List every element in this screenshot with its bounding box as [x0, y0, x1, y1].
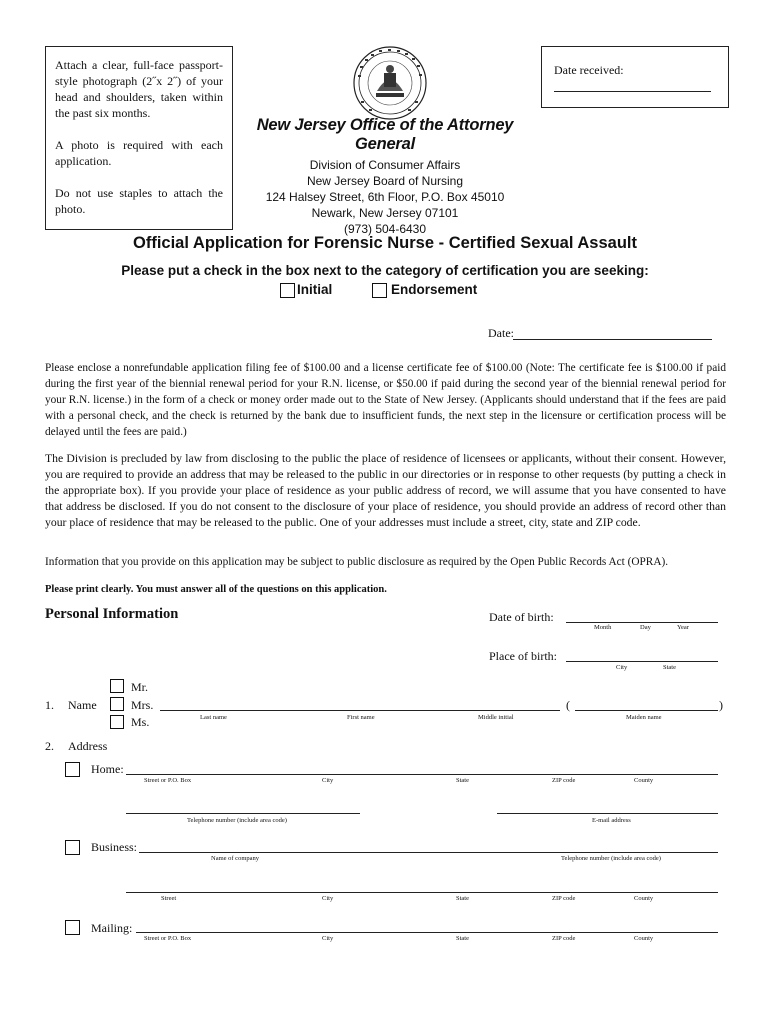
home-state-caption: State [456, 777, 469, 784]
mrs-label: Mrs. [131, 698, 154, 712]
fee-paragraph: Please enclose a nonrefundable application filing fee of $100.00 and a license certificate fee of $100.00 (Note: The certificate fee is $100.00 if paid during the first year of the biennial renewal period for your R.N. license, or $50.00 if paid during the second year of the biennial renewal period for your R.N. license.) in the form of a check or money order made out to the State of New Jersey. (Applicants should understand that if the fees are paid with a personal check, and the check is returned by the bank due to insufficient funds, the next step in the licensure or certification process will be delayed until the fees are paid.) [45, 362, 726, 438]
business-company-caption: Name of company [211, 855, 260, 862]
name-label: Name [68, 698, 97, 712]
home-email-caption: E-mail address [592, 817, 631, 824]
personal-information-heading: Personal Information [45, 606, 179, 622]
business-telephone-caption: Telephone number (include area code) [561, 855, 661, 862]
print-clearly-note: Please print clearly. You must answer all of the questions on this application. [45, 584, 387, 595]
mr-checkbox[interactable] [110, 679, 124, 693]
business-state-caption: State [456, 895, 469, 902]
home-address-field[interactable] [126, 761, 718, 775]
dob-label: Date of birth: [489, 610, 554, 624]
maiden-name-caption: Maiden name [626, 714, 662, 721]
mailing-label: Mailing: [91, 921, 133, 935]
first-name-caption: First name [347, 714, 375, 721]
pob-field[interactable] [566, 648, 718, 662]
home-street-caption: Street or P.O. Box [144, 777, 192, 784]
middle-initial-caption: Middle initial [478, 714, 514, 721]
initial-checkbox[interactable] [280, 283, 295, 298]
dob-day-caption: Day [640, 624, 651, 631]
home-telephone-field[interactable] [126, 800, 360, 814]
date-received-box [541, 46, 729, 108]
state-seal-icon [351, 45, 429, 121]
business-address-field[interactable] [126, 879, 718, 893]
certification-instruction: Please put a check in the box next to the category of certification you are seeking: [121, 263, 649, 278]
maiden-paren-open: ( [566, 698, 570, 712]
home-telephone-caption: Telephone number (include area code) [187, 817, 287, 824]
mrs-checkbox[interactable] [110, 697, 124, 711]
maiden-name-field[interactable] [575, 697, 718, 711]
initial-label: Initial [297, 282, 333, 297]
pob-city-caption: City [616, 664, 628, 671]
pob-label: Place of birth: [489, 649, 557, 663]
home-label: Home: [91, 762, 124, 776]
business-street-caption: Street [161, 895, 177, 902]
business-zip-caption: ZIP code [552, 895, 576, 902]
mailing-zip-caption: ZIP code [552, 935, 576, 942]
mailing-city-caption: City [322, 935, 334, 942]
business-address-checkbox[interactable] [65, 840, 80, 855]
mailing-address-checkbox[interactable] [65, 920, 80, 935]
date-received-field[interactable] [554, 91, 711, 92]
date-received-label: Date received: [554, 63, 624, 77]
home-email-field[interactable] [497, 800, 718, 814]
agency-phone: (973) 504-6430 [343, 222, 427, 236]
photo-instruction-1: Attach a clear, full-face passport-style photograph (2˝x 2˝) of your head and shoulders, taken within the past six months. [55, 58, 223, 120]
pob-state-caption: State [663, 664, 676, 671]
photo-instruction-2: A photo is required with each application. [55, 138, 223, 168]
mr-label: Mr. [131, 680, 149, 694]
agency-division: Division of Consumer Affairs [309, 158, 461, 172]
ms-checkbox[interactable] [110, 715, 124, 729]
mailing-street-caption: Street or P.O. Box [144, 935, 192, 942]
business-label: Business: [91, 840, 138, 854]
maiden-paren-close: ) [719, 698, 723, 712]
agency-board: New Jersey Board of Nursing [306, 174, 464, 188]
dob-year-caption: Year [677, 624, 689, 631]
form-title: Official Application for Forensic Nurse - Certified Sexual Assault [133, 234, 637, 252]
dob-month-caption: Month [594, 624, 612, 631]
ms-label: Ms. [131, 715, 150, 729]
date-field[interactable] [513, 326, 712, 340]
dob-field[interactable] [566, 609, 718, 623]
photo-instruction-3: Do not use staples to attach the photo. [55, 186, 223, 216]
agency-title: New Jersey Office of the Attorney General [256, 116, 514, 153]
address-label: Address [68, 739, 108, 753]
photo-instructions-box [45, 46, 233, 230]
name-number: 1. [45, 698, 54, 712]
address-disclosure-paragraph: The Division is precluded by law from disclosing to the public the place of residence of licensees or applicants, without their consent. However, you are required to provide an address that may be released to the public in our directories or in response to other requests (by putting a check in the appropriate box). If you provide your place of residence as your public address of record, we will assume that you have consented to have that address be disclosed. If you do not consent to the disclosure of your place of residence, you should provide an address of record other than your place of residence that may be released to the public. One of your addresses must include a street, city, state and ZIP code. [45, 452, 726, 529]
business-county-caption: County [634, 895, 654, 902]
mailing-state-caption: State [456, 935, 469, 942]
home-address-checkbox[interactable] [65, 762, 80, 777]
mailing-county-caption: County [634, 935, 654, 942]
endorsement-checkbox[interactable] [372, 283, 387, 298]
date-label: Date: [488, 326, 514, 340]
home-city-caption: City [322, 777, 334, 784]
last-name-caption: Last name [200, 714, 227, 721]
mailing-address-field[interactable] [136, 919, 718, 933]
opra-paragraph: Information that you provide on this application may be subject to public disclosure as required by the Open Public Records Act (OPRA). [45, 556, 669, 568]
endorsement-label: Endorsement [391, 282, 478, 297]
business-city-caption: City [322, 895, 334, 902]
agency-street: 124 Halsey Street, 6th Floor, P.O. Box 45010 [265, 190, 505, 204]
agency-city: Newark, New Jersey 07101 [311, 206, 459, 220]
address-number: 2. [45, 739, 54, 753]
home-zip-caption: ZIP code [552, 777, 576, 784]
full-name-field[interactable] [160, 697, 560, 711]
home-county-caption: County [634, 777, 654, 784]
business-company-field[interactable] [139, 839, 718, 853]
agency-header [232, 116, 538, 237]
